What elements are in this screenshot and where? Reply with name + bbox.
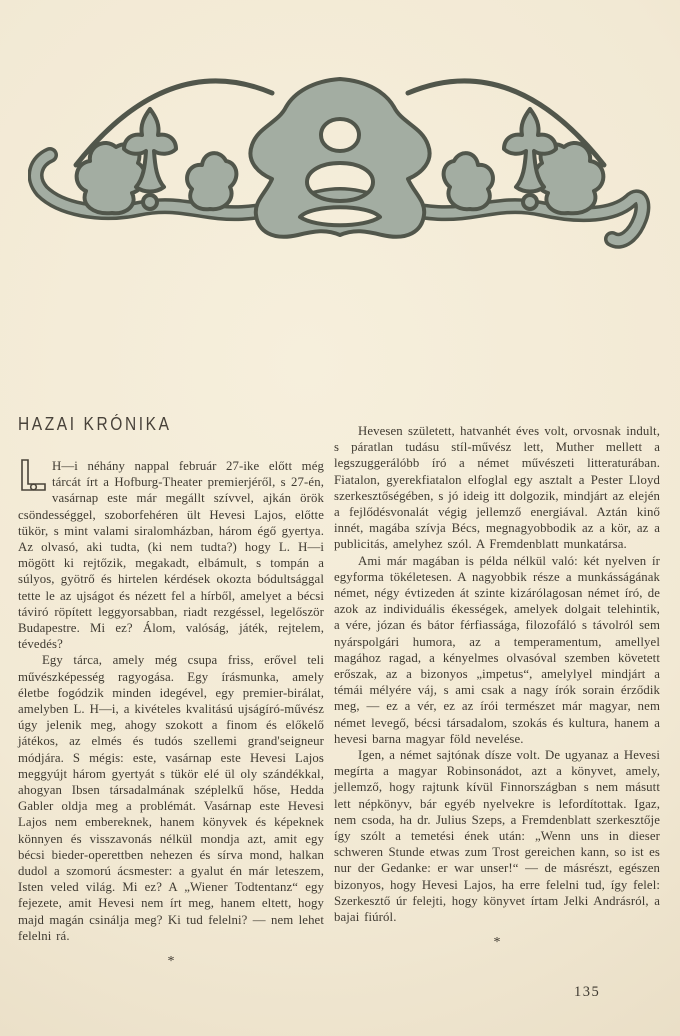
section-heading-text: HAZAI KRÓNIKA: [18, 414, 172, 435]
left-text-column: [18, 414, 324, 970]
paragraph-text: H—i néhány nappal február 27-ike előtt még tárcát írt a Hofburg-Theater premierjéről, s 27-én, vasárnap este már megállt szívvel, ajkán örök csöndességgel, szoborfehéren ült Hevesi Lajos, előtte tükör, s mint valami siralomházban, három égő gyertya. Az olvasó, aki tudta, (ki nem tudta?) hogy L. H—i mögött ki rejtőzik, megakadt, elbámult, s tompán a súlyos, gyötrő és hirtelen kérdések okozta bódultsággal tette le az ujságot és nézett fel a hírből, amelyet a bécsi táviró röpített leggyorsabban, riadt rezgéssel, legelőször Budapestre. Mi ez? Álom, valóság, játék, rejtelem, tévedés?: [18, 459, 324, 652]
paragraph: Egy tárca, amely még csupa friss, erővel teli művészképesség ragyogása. Egy írásmunka, amely életbe fogódzik minden idegével, egy premier-birálat, amelyben L. H—i, a kivételes kvalitású ujságíró-művész úgy jelenik meg, ahogy szokott a finom és előkelő játékos, az elmés és tudós szellemi grand'seigneur módjára. S mégis: este, vasárnap este Hevesi Lajos meggyújt három gyertyát s tükör elé ül oly szándékkal, ahogyan Ibsen társadalmának széplelkű hőse, Hedda Gabler oldja meg a problémát. Vasárnap este Hevesi Lajos nem embereknek, hanem könyvek és képeknek könnyen és visszavonás nélkül mondja azt, amit egy bécsi bieder-operettben nehezen és sírva mond, halkan dudol a szomorú ácsmester: a gyalut én már leteszem, Isten veled világ. Mi ez? A „Wiener Todtentanz“ egy fejezete, amit Hevesi nem írt meg, hanem eltett, hogy majd magán csinálja meg? Ki tud felelni? — nem lehet felelni rá.: [18, 653, 324, 943]
paragraph: Ami már magában is példa nélkül való: két nyelven ír egyforma tökéletesen. A nagyobbik része a munkásságának német, négy évtizeden át szinte kizárólagosan német író, de azok az individuális ékességek, amelyek dolgait telehintik, a vére, józan és bátor férfiassága, filozofáló s távolról sem nyárspolgári humora, az a temperamentum, amellyel magához ragad, a kényelmes olvasóval szemben követett erőszak, az a bizonyos „impetus“, amelylyel mindjárt a témái mélyére váj, s ami csak a nagy írók sorain érződik meg, — ez a vér, ez az írói természet már magyar, nem német levegő, bécsi társadalom, szokás és kultura, hanem a hevesi barna magyar föld nevelése.: [334, 553, 660, 746]
page-number: 135: [574, 984, 601, 1000]
drop-cap-initial-L: [18, 459, 48, 493]
art-nouveau-headpiece-illustration: [28, 50, 652, 270]
section-heading: [18, 414, 324, 435]
paragraph: Igen, a német sajtónak dísze volt. De ugyanaz a Hevesi megírta a magyar Robinsonádot, azt a könyvet, amely, jellemző, hogy rajtunk kívül Finnországban s nem másutt lett népkönyv, bár egyéb nyelvekre is lefordítottak. Igaz, nem csoda, ha dr. Julius Szeps, a Fremdenblatt szerkesztője így szólt a temetési ének után: „Wenn uns in dieser schweren Stunde etwas zum Trost gereichen kann, so ist es nur der Gedanke: er war unser!“ — de másrészt, egészen bizonyos, hogy Hevesi Lajos, ha erre felelni tud, így felel: Szerkesztő úr felejti, hogy könyvet írtam Jelki Andrásról, a bajai fiúról.: [334, 748, 660, 925]
section-divider-asterisk: *: [167, 954, 175, 970]
section-divider-asterisk: *: [493, 935, 501, 951]
paragraph: [18, 458, 324, 652]
right-text-column: [334, 423, 660, 951]
paragraph: Hevesen született, hatvanhét éves volt, orvosnak indult, s páratlan tudásu stíl-művész lett, Muther mellett a legszuggerálóbb író a német művészeti litteraturában. Fiatalon, gyerekfiatalon elfoglal egy asztalt a Pester Lloyd szerkesztőségében, s jó ideig itt dolgozik, mindjárt az elején a fejlődésvonalát végig jellemző energiával. Aztán kinő innét, magába szívja Bécs, megnagyobbodik az a kör, az a publicitás, amelyhez szól. A Fremdenblatt munkatársa.: [334, 424, 660, 552]
